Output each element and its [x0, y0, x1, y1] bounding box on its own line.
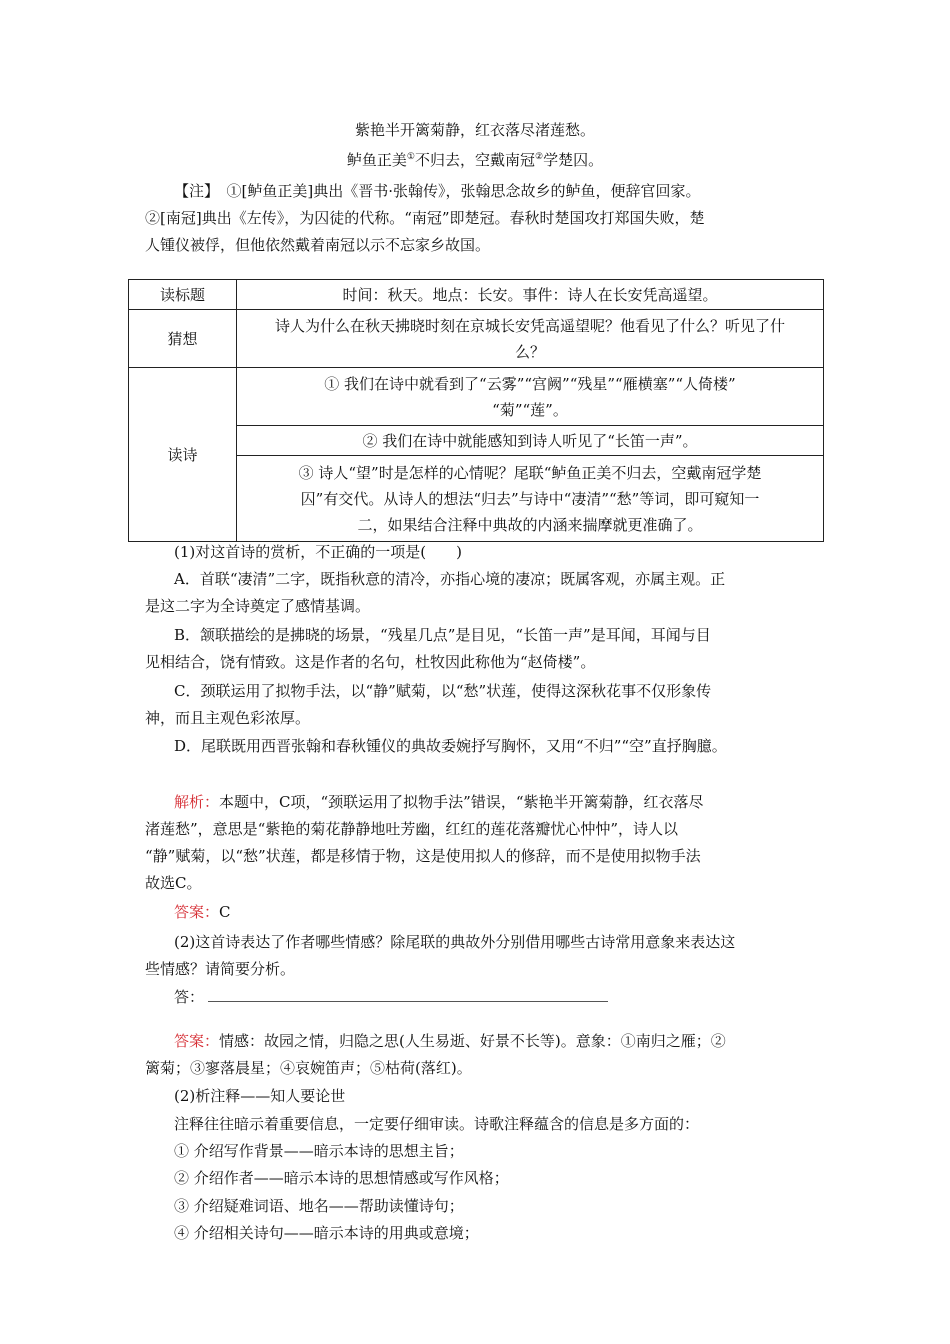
guess-line-1: 诗人为什么在秋天拂晓时刻在京城长安凭高遥望呢？他看见了什么？听见了什 — [274, 316, 785, 335]
content-read-poem-2: ② 我们在诗中就能感知到诗人听见了“长笛一声”。 — [237, 426, 824, 456]
label-read-title: 读标题 — [129, 280, 237, 310]
q1-analysis-line-3: “静”赋菊，以“愁”状莲，都是移情于物，这是使用拟人的修辞，而不是使用拟物手法 — [145, 847, 701, 865]
q2-answer-label: 答案： — [174, 1032, 220, 1050]
q1-option-b-line-2: 见相结合，饶有情致。这是作者的名句，杜牧因此称他为“赵倚楼”。 — [145, 653, 596, 671]
read-poem-1-line-1: ① 我们在诗中就看到了“云雾”“宫阙”“残星”“雁横塞”“人倚楼” — [324, 374, 736, 393]
content-read-title: 时间：秋天。地点：长安。事件：诗人在长安凭高遥望。 — [237, 280, 824, 310]
reading-table — [128, 279, 824, 542]
answer-value: C — [219, 903, 231, 921]
method-item-3: ③ 介绍疑难词语、地名——帮助读懂诗句； — [174, 1197, 464, 1215]
method-heading: (2)析注释——知人要论世 — [174, 1087, 346, 1105]
q1-analysis-line-2: 渚莲愁”，意思是“紫艳的菊花静静地吐芳幽，红红的莲花落瓣忧心忡忡”，诗人以 — [145, 820, 679, 838]
footnote-marker-1: ① — [406, 152, 415, 162]
method-intro: 注释往往暗示着重要信息，一定要仔细审读。诗歌注释蕴含的信息是多方面的： — [174, 1115, 700, 1133]
q1-analysis-line-4: 故选C。 — [145, 874, 202, 892]
poem-line-2-part-b: 不归去，空戴南冠 — [414, 151, 535, 169]
analysis-text-1: 本题中，C项，“颈联运用了拟物手法”错误，“紫艳半开篱菊静，红衣落尽 — [219, 793, 704, 811]
q2-stem-line-2: 些情感？请简要分析。 — [145, 960, 296, 978]
analysis-label: 解析： — [174, 793, 220, 811]
content-read-poem-3 — [237, 456, 824, 542]
poem-line-2 — [0, 149, 950, 171]
answer-blank-line — [208, 987, 608, 1002]
q1-option-a-line-1: A．首联“凄清”二字，既指秋意的清冷，亦指心境的凄凉；既属客观，亦属主观。正 — [174, 570, 726, 588]
read-poem-3-line-2: 囚”有交代。从诗人的想法“归去”与诗中“凄清”“愁”等词，即可窥知一 — [300, 489, 760, 508]
note-line-3: 人锺仪被俘，但他依然戴着南冠以示不忘家乡故国。 — [145, 236, 491, 254]
note-line-2: ②[南冠]典出《左传》，为囚徒的代称。“南冠”即楚冠。春秋时楚国攻打郑国失败，楚 — [145, 209, 705, 227]
q2-answer-line-2: 篱菊；③寥落晨星；④哀婉笛声；⑤枯荷(落红)。 — [145, 1059, 472, 1077]
footnote-marker-2: ② — [535, 152, 544, 162]
q2-answer-line-1 — [174, 1030, 726, 1052]
q1-answer — [174, 901, 231, 923]
q1-stem: (1)对这首诗的赏析，不正确的一项是( ) — [174, 543, 462, 561]
table-row-read-poem-a — [129, 368, 824, 426]
q1-option-b-line-1: B．颔联描绘的是拂晓的场景，“残星几点”是目见，“长笛一声”是耳闻，耳闻与目 — [174, 626, 711, 644]
content-read-poem-1 — [237, 368, 824, 426]
guess-line-2: 么？ — [514, 342, 545, 361]
method-item-4: ④ 介绍相关诗句——暗示本诗的用典或意境； — [174, 1224, 479, 1242]
q2-stem-line-1: (2)这首诗表达了作者哪些情感？除尾联的典故外分别借用哪些古诗常用意象来表达这 — [174, 933, 736, 951]
answer-label: 答案： — [174, 903, 220, 921]
answer-prompt-label: 答： — [174, 988, 205, 1006]
read-poem-3-line-1: ③ 诗人“望”时是怎样的心情呢？尾联“鲈鱼正美不归去，空戴南冠学楚 — [298, 463, 762, 482]
q2-answer-text-1: 情感：故园之情，归隐之思(人生易逝、好景不长等)。意象：①南归之雁；② — [219, 1032, 726, 1050]
poem-line-2-part-c: 学楚囚。 — [543, 151, 604, 169]
note-line-1: 【注】 ①[鲈鱼正美]典出《晋书·张翰传》，张翰思念故乡的鲈鱼，便辞官回家。 — [174, 182, 701, 200]
q1-option-c-line-2: 神，而且主观色彩浓厚。 — [145, 709, 311, 727]
read-poem-1-line-2: “菊”“莲”。 — [492, 400, 568, 419]
q2-answer-prompt — [174, 986, 608, 1008]
method-item-1: ① 介绍写作背景——暗示本诗的思想主旨； — [174, 1142, 464, 1160]
method-item-2: ② 介绍作者——暗示本诗的思想情感或写作风格； — [174, 1169, 509, 1187]
poem-line-2-part-a: 鲈鱼正美 — [346, 151, 407, 169]
read-poem-3-line-3: 二，如果结合注释中典故的内涵来揣摩就更准确了。 — [357, 515, 703, 534]
q1-option-a-line-2: 是这二字为全诗奠定了感情基调。 — [145, 597, 371, 615]
q1-option-c-line-1: C．颈联运用了拟物手法，以“静”赋菊，以“愁”状莲，使得这深秋花事不仅形象传 — [174, 682, 712, 700]
table-row-guess — [129, 310, 824, 368]
q1-analysis-line-1 — [174, 791, 704, 813]
table-row-title — [129, 280, 824, 310]
label-guess: 猜想 — [129, 310, 237, 368]
poem-line-1: 紫艳半开篱菊静，红衣落尽渚莲愁。 — [354, 121, 595, 139]
label-read-poem: 读诗 — [129, 368, 237, 542]
content-guess — [237, 310, 824, 368]
q1-option-d: D．尾联既用西晋张翰和春秋锺仪的典故委婉抒写胸怀，又用“不归”“空”直抒胸臆。 — [174, 737, 727, 755]
